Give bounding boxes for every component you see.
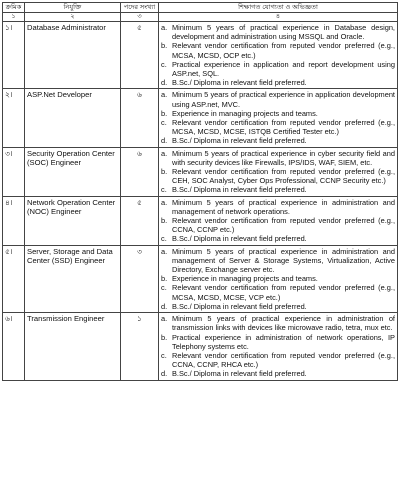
job-requirements-table xyxy=(2,2,398,381)
header-serial: ক্রমিক xyxy=(3,3,25,13)
requirement-text: Relevant vendor certification from reputed vendor preferred (e.g., MCSA, MCSD, OCP etc.) xyxy=(172,41,395,60)
post-name: Transmission Engineer xyxy=(25,313,121,380)
requirement-text: B.Sc./ Diploma in relevant field preferred. xyxy=(172,369,307,379)
column-number-row xyxy=(3,13,398,22)
requirement-item xyxy=(161,185,395,194)
table-row xyxy=(3,22,398,89)
requirement-text: Minimum 5 years of practical experience in cyber security field and with security devices like Firewalls, IPS/IDS, WAF, SIEM, etc. xyxy=(172,148,395,167)
requirement-item xyxy=(161,60,395,78)
header-post: নিযুক্তি xyxy=(25,3,121,13)
requirement-marker: a. xyxy=(161,197,168,207)
requirement-marker: a. xyxy=(161,148,168,158)
requirement-item xyxy=(161,167,395,185)
post-name: ASP.Net Developer xyxy=(25,89,121,147)
requirement-marker: c. xyxy=(161,59,167,69)
post-name: Security Operation Center (SOC) Engineer xyxy=(25,147,121,196)
requirement-marker: b. xyxy=(161,332,168,342)
requirement-marker: a. xyxy=(161,23,168,32)
requirement-item xyxy=(161,78,395,87)
requirement-text: Relevant vendor certification from reputed vendor preferred (e.g., MCSA, MCSD, MCSE, ISTQB Certified Tester etc.) xyxy=(172,118,395,137)
requirements-cell xyxy=(159,22,398,89)
requirement-marker: c. xyxy=(161,350,167,360)
requirements-cell xyxy=(159,245,398,312)
requirement-item xyxy=(161,109,395,118)
header-post-count: পদের সংখ্যা xyxy=(121,3,159,13)
requirement-item xyxy=(161,333,395,351)
requirement-item xyxy=(161,149,395,167)
job-requirements-document xyxy=(2,2,398,381)
requirement-marker: d. xyxy=(161,78,168,88)
requirement-item xyxy=(161,351,395,369)
requirements-cell xyxy=(159,147,398,196)
requirements-cell xyxy=(159,89,398,147)
requirement-text: B.Sc./ Diploma in relevant field preferred. xyxy=(172,136,307,146)
requirement-item xyxy=(161,283,395,301)
requirement-text: Minimum 5 years of practical experience in administration of transmission links with devices like microwave radio, tetra, mux etc. xyxy=(172,314,395,333)
requirements-cell xyxy=(159,196,398,245)
requirement-item xyxy=(161,23,395,41)
post-count: ৬ xyxy=(121,89,159,147)
requirement-text: Minimum 5 years of practical experience in administration and management of network operations. xyxy=(172,197,395,216)
table-row xyxy=(3,313,398,380)
table-row xyxy=(3,196,398,245)
requirement-text: B.Sc./ Diploma in relevant field preferred. xyxy=(172,234,307,244)
post-count: ১ xyxy=(121,313,159,380)
post-count: ৬ xyxy=(121,147,159,196)
requirement-item xyxy=(161,247,395,275)
requirement-item xyxy=(161,198,395,216)
requirement-text: Minimum 5 years of practical experience in application development using ASP.net, MVC. xyxy=(172,90,395,109)
requirement-item xyxy=(161,314,395,332)
requirement-text: B.Sc./ Diploma in relevant field preferred. xyxy=(172,185,307,195)
requirement-text: Relevant vendor certification from reputed vendor preferred (e.g., MCSA, MCSD, MCSE, VCP etc.) xyxy=(172,283,395,302)
serial-number: ৪। xyxy=(3,196,25,245)
requirement-text: Experience in managing projects and teams. xyxy=(172,274,318,284)
post-count: ৫ xyxy=(121,22,159,89)
post-name: Server, Storage and Data Center (SSD) Engineer xyxy=(25,245,121,312)
requirement-text: B.Sc./ Diploma in relevant field preferred. xyxy=(172,78,307,88)
table-row xyxy=(3,147,398,196)
table-row xyxy=(3,245,398,312)
requirement-marker: b. xyxy=(161,216,168,226)
header-requirements: শিক্ষাগত যোগ্যতা ও অভিজ্ঞতা xyxy=(159,3,398,13)
requirement-marker: c. xyxy=(161,185,167,195)
requirements-cell xyxy=(159,313,398,380)
table-header-row xyxy=(3,3,398,13)
serial-number: ২। xyxy=(3,89,25,147)
requirement-text: Practical experience in application and report development using ASP.net, SQL. xyxy=(172,59,395,79)
post-count: ৫ xyxy=(121,196,159,245)
requirement-marker: b. xyxy=(161,167,168,177)
serial-number: ৫। xyxy=(3,245,25,312)
requirement-marker: b. xyxy=(161,41,168,51)
serial-number: ৩। xyxy=(3,147,25,196)
column-number: ৩ xyxy=(121,13,159,22)
requirement-text: Minimum 5 years of practical experience in administration and management of Server & Storage Systems, Virtualization, Active Directory, Exchange server etc. xyxy=(172,246,395,275)
requirement-item xyxy=(161,216,395,234)
serial-number: ১। xyxy=(3,22,25,89)
requirement-item xyxy=(161,136,395,145)
requirement-text: Relevant vendor certification from reputed vendor preferred (e.g., CEH, SOC Analyst, Cyber Ops Professional, CCNP Security etc.) xyxy=(172,167,395,186)
requirement-item xyxy=(161,118,395,136)
requirement-item xyxy=(161,369,395,378)
requirement-marker: d. xyxy=(161,136,168,146)
requirement-text: B.Sc./ Diploma in relevant field preferred. xyxy=(172,301,307,311)
requirement-marker: a. xyxy=(161,314,168,324)
requirement-text: Relevant vendor certification from reputed vendor preferred (e.g., CCNA, CCNP etc.) xyxy=(172,216,395,235)
table-row xyxy=(3,89,398,147)
requirement-text: Practical experience in administration of network operations, IP Telephony systems etc. xyxy=(172,332,395,351)
post-name: Network Operation Center (NOC) Engineer xyxy=(25,196,121,245)
requirement-text: Relevant vendor certification from reputed vendor preferred (e.g., CCNA, CCNP, RHCA etc.) xyxy=(172,350,395,370)
serial-number: ৬। xyxy=(3,313,25,380)
column-number: ২ xyxy=(25,13,121,22)
requirement-marker: c. xyxy=(161,283,167,293)
requirement-marker: c. xyxy=(161,118,167,128)
requirement-text: Experience in managing projects and teams. xyxy=(172,108,318,118)
requirement-item xyxy=(161,274,395,283)
post-count: ৩ xyxy=(121,245,159,312)
requirement-marker: b. xyxy=(161,274,168,284)
column-number: ৪ xyxy=(159,13,398,22)
requirement-item xyxy=(161,234,395,243)
requirement-item xyxy=(161,90,395,108)
requirement-item xyxy=(161,302,395,311)
table-body xyxy=(3,22,398,381)
column-number: ১ xyxy=(3,13,25,22)
requirement-item xyxy=(161,41,395,59)
requirement-marker: b. xyxy=(161,108,168,118)
requirement-text: Minimum 5 years of practical experience in Database design, development and administration using MSSQL and Oracle. xyxy=(172,23,395,42)
requirement-marker: a. xyxy=(161,246,168,256)
post-name: Database Administrator xyxy=(25,22,121,89)
requirement-marker: a. xyxy=(161,90,168,100)
requirement-marker: d. xyxy=(161,301,168,311)
requirement-marker: d. xyxy=(161,369,168,379)
requirement-marker: c. xyxy=(161,234,167,244)
